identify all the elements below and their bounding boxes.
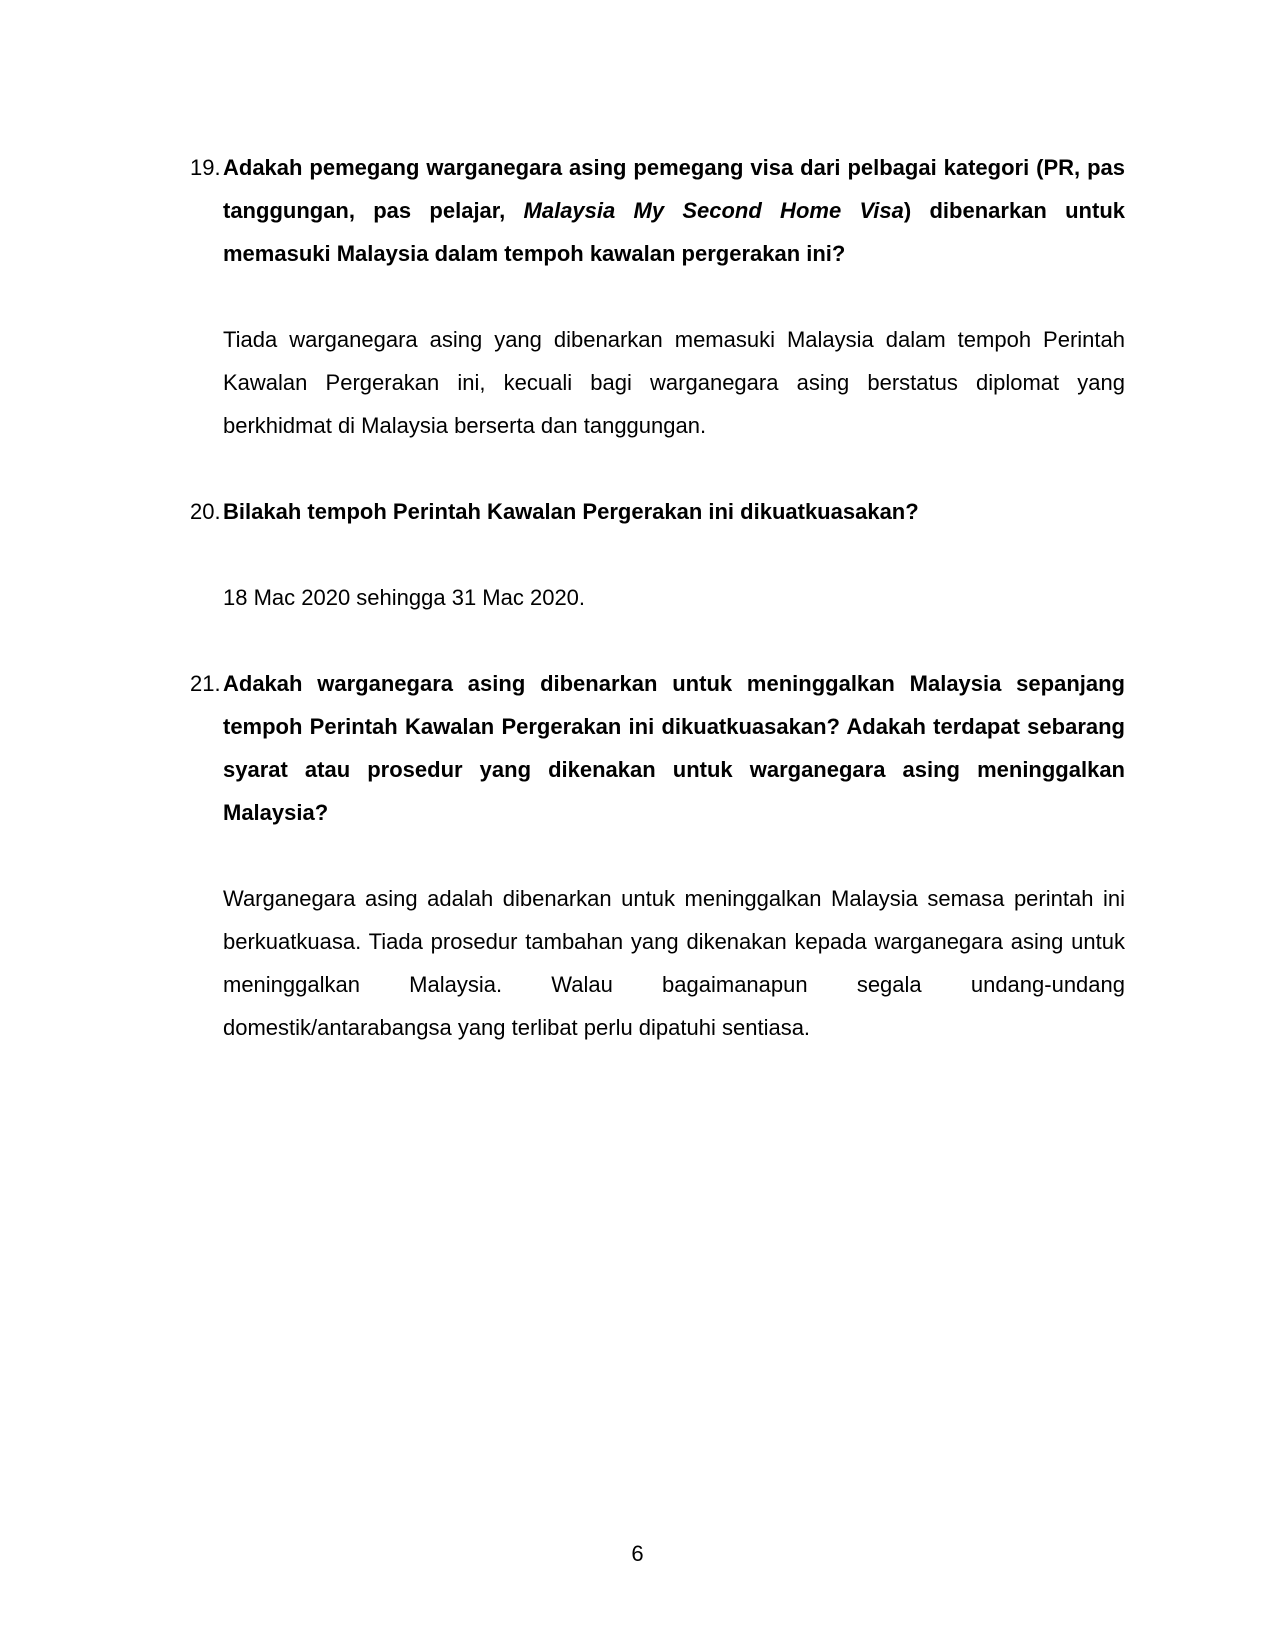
answer-21: Warganegara asing adalah dibenarkan untuk meninggalkan Malaysia semasa perintah ini berkuatkuasa. Tiada prosedur tambahan yang dikenakan kepada warganegara asing untuk meninggalkan Malaysia. Walau bagaimanapun segala undang-undang domestik/antarabangsa yang terlibat perlu dipatuhi sentiasa. [223, 886, 1125, 1040]
qa-item-21 [190, 662, 1125, 1049]
question-20-text-before-italic: Bilakah tempoh Perintah Kawalan Pergerakan ini dikuatkuasakan? [223, 499, 919, 524]
answer-19: Tiada warganegara asing yang dibenarkan memasuki Malaysia dalam tempoh Perintah Kawalan Pergerakan ini, kecuali bagi warganegara asing berstatus diplomat yang berkhidmat di Malaysia berserta dan tanggungan. [223, 327, 1125, 438]
question-19-text-italic: Malaysia My Second Home Visa [523, 198, 904, 223]
question-20-number: 20. [190, 499, 221, 524]
question-21-text-before-italic: Adakah warganegara asing dibenarkan untuk meninggalkan Malaysia sepanjang tempoh Perintah Kawalan Pergerakan ini dikuatkuasakan? Adakah terdapat sebarang syarat atau prosedur yang dikenakan untuk warganegara asing meninggalkan Malaysia? [223, 671, 1125, 825]
question-19 [190, 146, 1125, 275]
question-21-text [223, 662, 1125, 834]
question-21 [190, 662, 1125, 834]
question-19-text-after-italic: ) dibenarkan untuk memasuki Malaysia dalam tempoh kawalan pergerakan ini? [223, 198, 1125, 266]
question-19-text [223, 146, 1125, 275]
page-number: 6 [631, 1541, 644, 1566]
question-20 [190, 490, 1125, 533]
question-20-text [223, 490, 1125, 533]
qa-item-19 [190, 146, 1125, 447]
question-21-number: 21. [190, 671, 221, 696]
question-19-text-before-italic: Adakah pemegang warganegara asing pemegang visa dari pelbagai kategori (PR, pas tanggungan, pas pelajar, [223, 155, 1125, 223]
question-19-number: 19. [190, 155, 221, 180]
answer-20: 18 Mac 2020 sehingga 31 Mac 2020. [223, 585, 586, 610]
qa-item-20 [190, 490, 1125, 619]
